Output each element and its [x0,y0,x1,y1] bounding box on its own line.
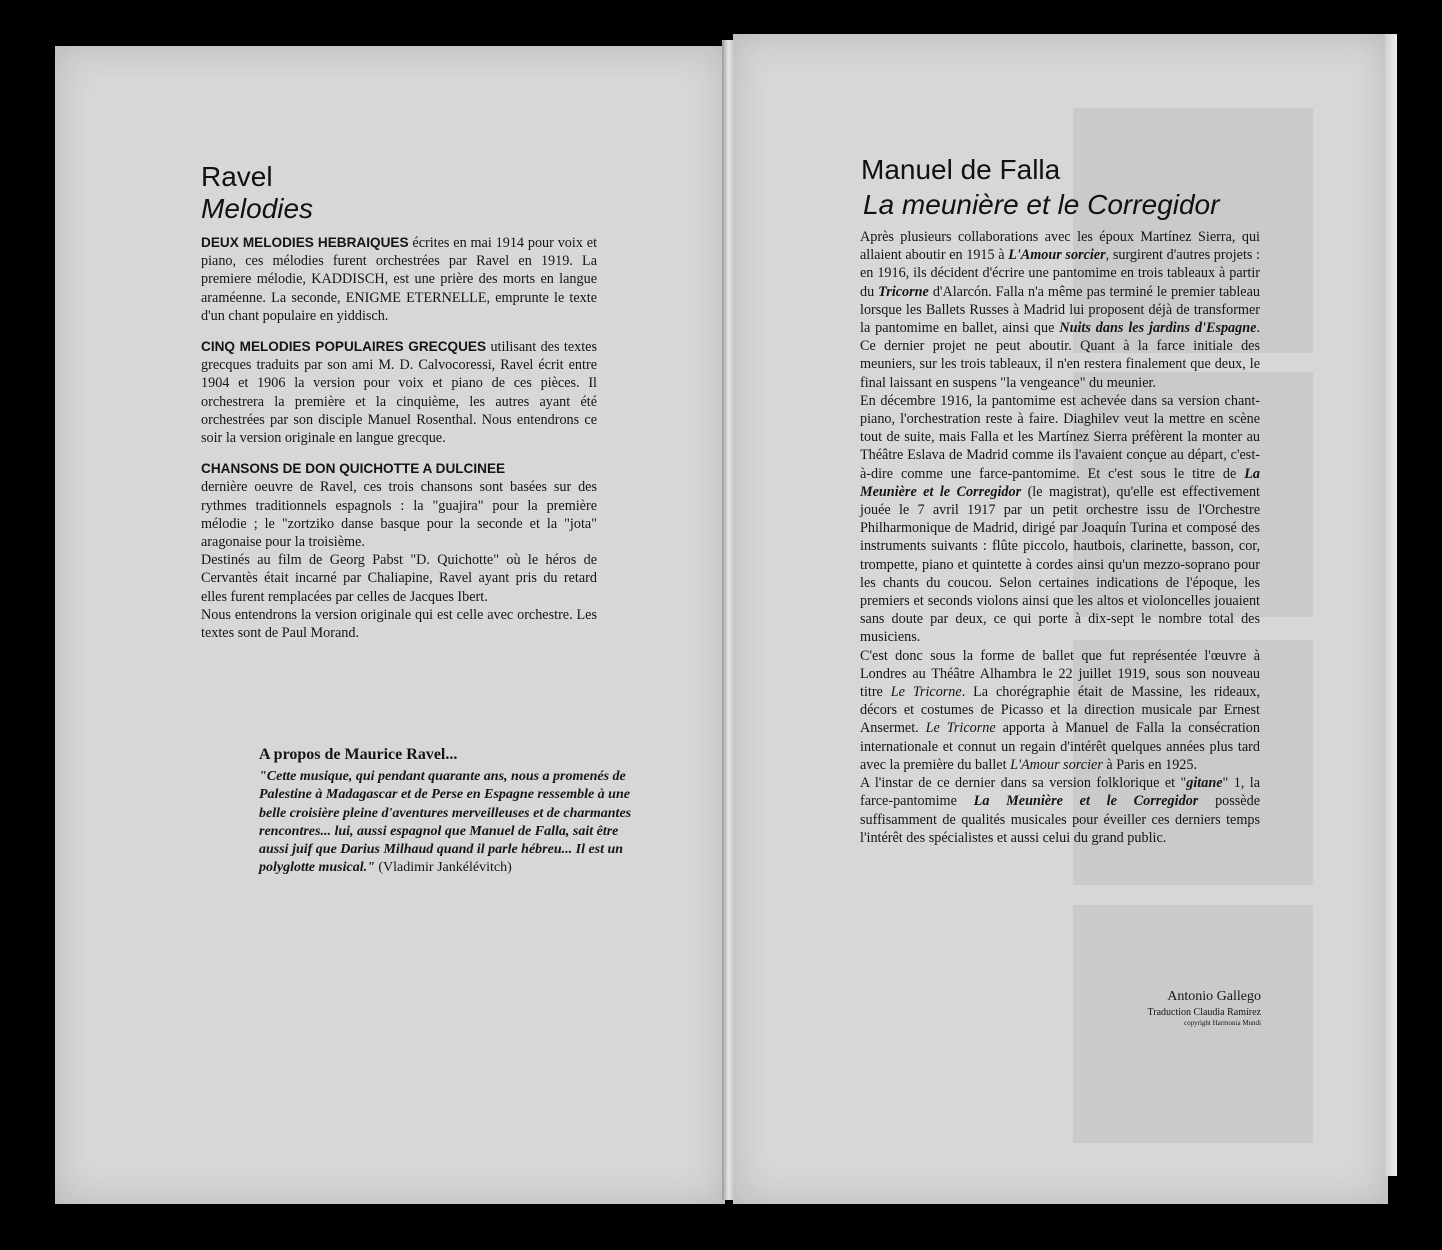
paragraph-text: En décembre 1916, la pantomime est achevée dans sa version chant-piano, l'orchestration reste à faire. Diaghilev veut la mettre en scène tout de suite, mais Falla et les Martínez Sierra préfèrent la monter au Théâtre Eslava de Madrid comme ils l'avaient conçue au départ, c'est-à-dire comme une farce-pantomime. Et c'est sous le titre de [860,392,1260,482]
paragraph-text: " 1, la farce-pantomime [860,775,1260,810]
section-text: dernière oeuvre de Ravel, ces trois chansons sont basées sur des rythmes traditionnels espagnols : la "guajira" pour la première mélodie ; le "zortziko danse basque pour la seconde et la "jota" aragonaise pour la troisième. [201,479,597,551]
section-hebraiques [201,234,597,325]
section-heading: CHANSONS DE DON QUICHOTTE A DULCINEE [201,461,506,477]
paragraph-text: Après plusieurs collaborations avec les époux Martínez Sierra, qui allaient aboutir en 1915 à [860,229,1260,264]
paragraph [860,647,1260,774]
emphasis-text: L'Amour sorcier [1010,756,1103,773]
emphasis-text: La Meunière et le Corregidor [860,465,1260,500]
section-text: Nous entendrons la version originale qui est celle avec orchestre. Les textes sont de Paul Morand. [201,606,597,642]
section-don-quichotte [201,460,597,642]
section-heading: DEUX MELODIES HEBRAIQUES [201,235,409,250]
signature: Antonio Gallego [1167,989,1261,1004]
emphasis-text: La Meunière et le Corregidor [973,793,1199,810]
section-text: utilisant des textes grecques traduits par son ami M. D. Calvocoressi, Ravel écrit entre 1904 et 1906 la version pour voix et piano de ces pièces. Il orchestrera la première et la cinquième, les autres ayant été orchestrées par son disciple Manuel Rosenthal. Nous entendrons ce soir la version originale en langue grecque. [201,339,597,447]
emphasis-text: Tricorne [878,283,929,300]
section-grecques [201,338,597,447]
paragraph-text: A l'instar de ce dernier dans sa version folklorique et " [860,775,1187,792]
paragraph-text: à Paris en 1925. [1102,756,1198,773]
emphasis-text: Le Tricorne [890,684,962,701]
paragraph-text: (le magistrat), qu'elle est effectivement jouée le 7 avril 1917 par un petit orchestre issu de l'Orchestre Philharmonique de Madrid, dirigé par Joaquín Turina et composé des instruments suivants : flûte piccolo, hautbois, clarinette, basson, cor, trompette, piano et quintette à cordes ainsi qu'un mezzo-soprano pour les chants du coucou. Selon certaines indications de l'époque, les premiers et seconds violons ainsi que les altos et violoncelles jouaient sans doute par deux, ce qui porte à dix-sept le nombre total des musiciens. [860,483,1260,646]
page-subtitle: Melodies [201,193,314,224]
paragraph-text: , surgirent d'autres projets : en 1916, ils décident d'écrire une pantomime en trois tableaux à partir du [860,247,1260,300]
right-body [860,228,1260,847]
copyright-note: copyright Harmonia Mundi [1184,1019,1261,1027]
page-title: Ravel [201,161,273,192]
page-edge [1385,34,1397,1176]
paragraph-text: . La chorégraphie était de Massine, les rideaux, décors et costumes de Picasso et la direction musicale par Ernest Ansermet. [860,684,1260,737]
section-heading: CINQ MELODIES POPULAIRES GRECQUES [201,339,487,355]
emphasis-text: L'Amour sorcier [1008,247,1106,264]
paragraph-text: d'Alarcón. Falla n'a même pas terminé le premier tableau lorsque les Ballets Russes à Madrid lui proposent déjà de transformer la pantomime en ballet, ainsi que [860,283,1260,337]
paragraph [860,392,1260,647]
translation-credit: Traduction Claudia Ramírez [1147,1007,1261,1018]
quote-text: "Cette musique, qui pendant quarante ans, nous a promenés de Palestine à Madagascar et de Perse en Espagne ressemble à une belle croisière pleine d'aventures merveilleuses et de charmantes rencontres... lui, aussi espagnol que Manuel de Falla, sait être aussi juif que Darius Milhaud quand il parle hébreu... Il est un polyglotte musical." [259,769,632,876]
section-text: écrites en mai 1914 pour voix et piano, ces mélodies furent orchestrées par Ravel en 1919. La premiere mélodie, KADDISCH, est une prière des morts en langue araméenne. La seconde, ENIGME ETERNELLE, emprunte le texte d'un chant populaire en yiddisch. [201,235,598,324]
emphasis-text: Nuits dans les jardins d'Espagne [1059,320,1257,337]
section-text: Destinés au film de Georg Pabst "D. Quichotte" où le héros de Cervantès était incarné par Chaliapine, Ravel ayant pris du retard elles furent remplacées par celles de Jacques Ibert. [201,552,597,605]
paragraph-text: possède suffisamment de qualités musicales pour éveiller ces derniers temps l'intérêt des spécialistes et aussi celui du grand public. [860,793,1260,846]
paragraph [860,228,1260,392]
emphasis-text: Le Tricorne [925,720,996,737]
left-body [201,234,597,642]
quote-body [259,768,649,877]
page-subtitle: La meunière et le Corregidor [863,189,1220,220]
page-title: Manuel de Falla [861,154,1061,185]
quote-title: A propos de Maurice Ravel... [259,746,458,763]
paragraph-text: apporta à Manuel de Falla la consécration internationale et connut un regain d'intérêt quelques années plus tard avec la première du ballet [860,720,1260,773]
paragraph [860,774,1260,847]
paragraph-text: . Ce dernier projet ne peut aboutir. Quant à la farce initiale des meuniers, sur les trois tableaux, il n'en restera finalement que deux, le final laissant en suspens "la vengeance" du meunier. [860,320,1260,391]
paragraph-text: C'est donc sous la forme de ballet que fut représentée l'œuvre à Londres au Théâtre Alhambra le 22 juillet 1919, sous son nouveau titre [860,647,1260,701]
emphasis-text: gitane [1186,775,1223,792]
quote-author: (Vladimir Jankélévitch) [374,860,512,876]
quote-block [259,746,649,877]
